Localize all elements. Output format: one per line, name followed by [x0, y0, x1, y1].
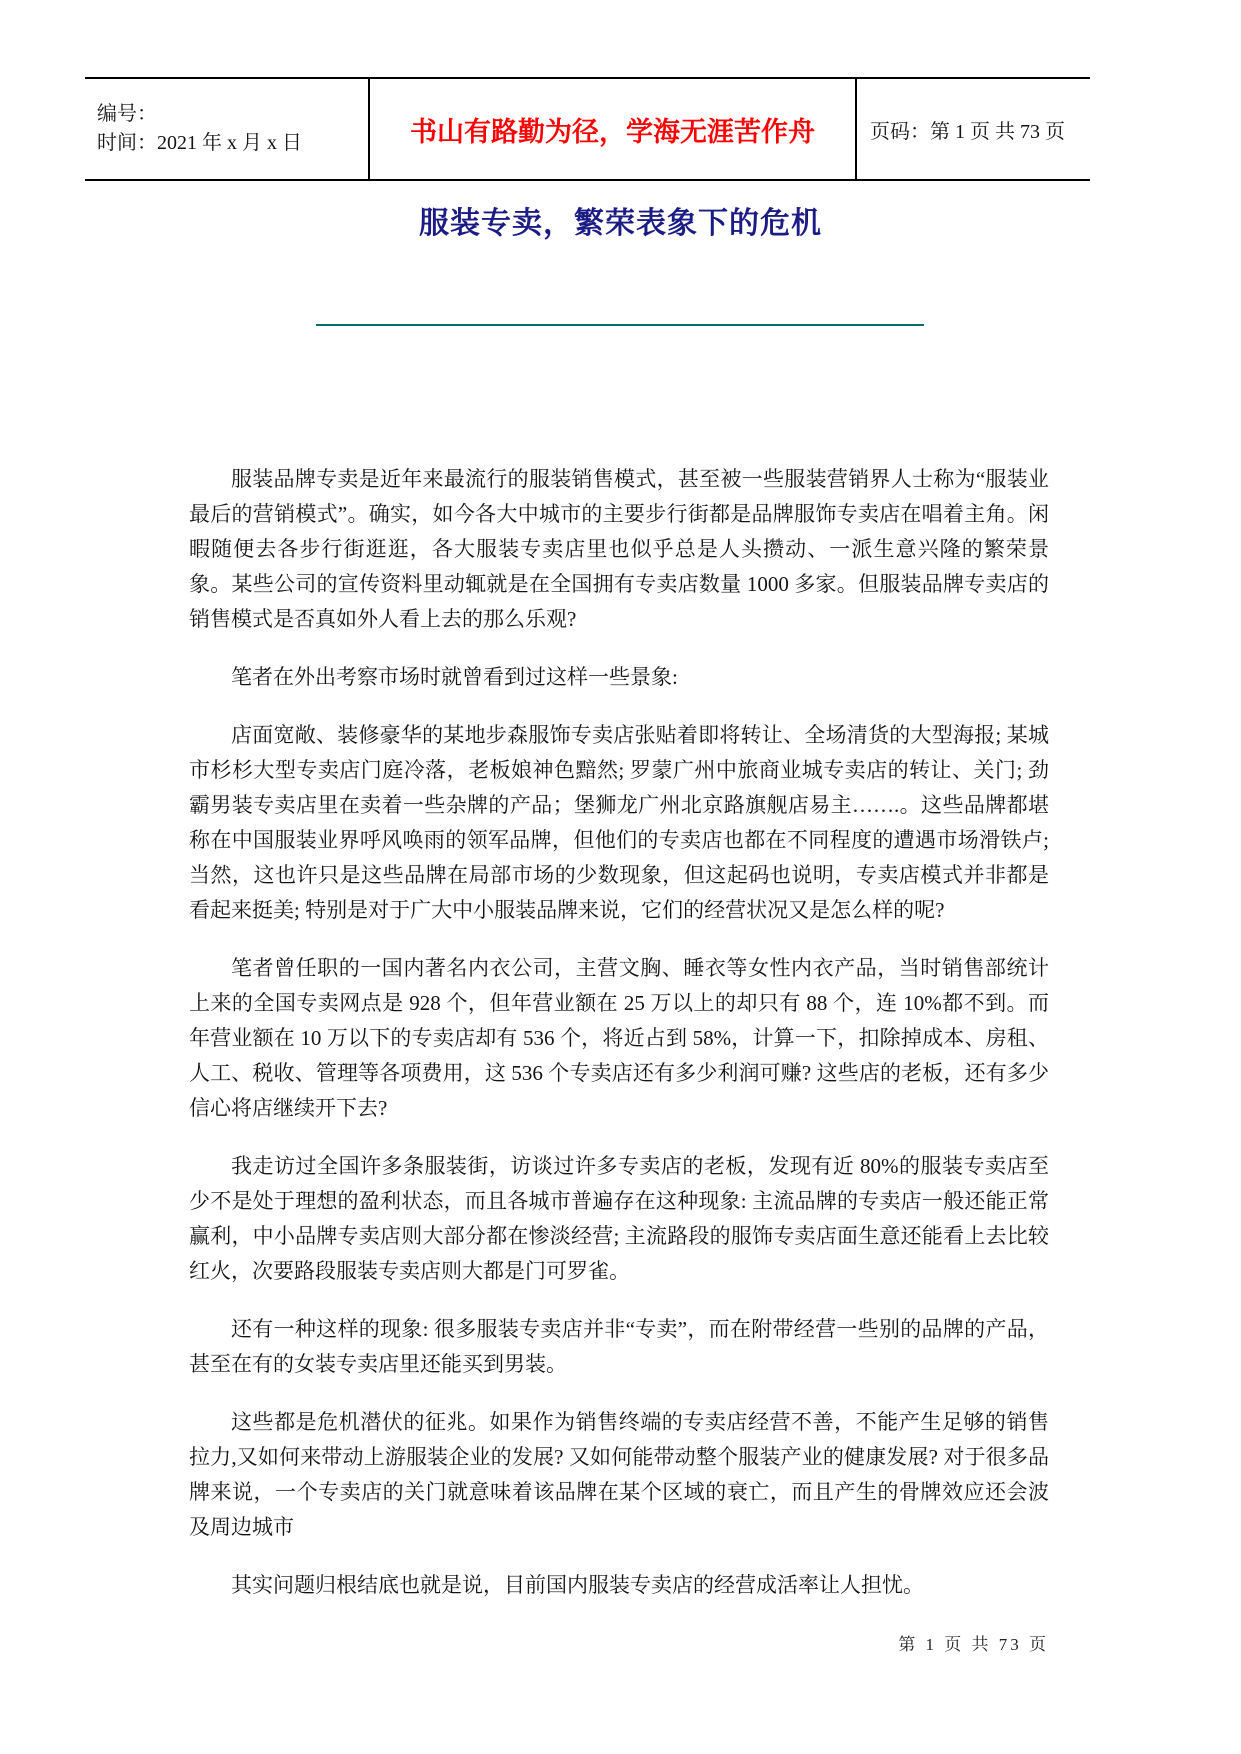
- header-cell-number-time: [85, 79, 368, 179]
- doc-time-label: 时间：2021 年 x 月 x 日: [97, 132, 302, 154]
- doc-number-label: 编号：: [97, 103, 157, 125]
- header-cell-page: [855, 79, 1090, 179]
- body-paragraph: 还有一种这样的现象: 很多服装专卖店并非“专卖”，而在附带经营一些别的品牌的产品，甚至在有的女装专卖店里还能买到男装。: [189, 1317, 1049, 1376]
- header-info-table: [85, 77, 1090, 181]
- document-title: 服装专卖，繁荣表象下的危机: [419, 207, 822, 240]
- body-paragraph: 店面宽敞、装修豪华的某地步森服饰专卖店张贴着即将转让、全场清货的大型海报; 某城市杉杉大型专卖店门庭冷落，老板娘神色黯然; 罗蒙广州中旅商业城专卖店的转让、关门; 劲霸男装专卖店里在卖着一些杂牌的产品；堡狮龙广州北京路旗舰店易主…….。这些品牌都堪称在中国服装业界呼风唤雨的领军品牌，但他们的专卖店也都在不同程度的遭遇市场滑铁卢; 当然，这也许只是这些品牌在局部市场的少数现象，但这起码也说明，专卖店模式并非都是看起来挺美; 特别是对于广大中小服装品牌来说，它们的经营状况又是怎么样的呢?: [189, 723, 1049, 922]
- footer-page-number: 第 1 页 共 73 页: [898, 1635, 1049, 1654]
- document-body: [189, 462, 1049, 1626]
- body-paragraph: 服装品牌专卖是近年来最流行的服装销售模式，甚至被一些服装营销界人士称为“服装业最后的营销模式”。确实，如今各大中城市的主要步行街都是品牌服饰专卖店在唱着主角。闲暇随便去各步行街逛逛，各大服装专卖店里也似乎总是人头攒动、一派生意兴隆的繁荣景象。某些公司的宣传资料里动辄就是在全国拥有专卖店数量 1000 多家。但服装品牌专卖店的销售模式是否真如外人看上去的那么乐观?: [189, 467, 1049, 631]
- body-paragraph: 这些都是危机潜伏的征兆。如果作为销售终端的专卖店经营不善，不能产生足够的销售拉力,又如何来带动上游服装企业的发展? 又如何能带动整个服装产业的健康发展? 对于很多品牌来说，一个专卖店的关门就意味着该品牌在某个区域的衰亡，而且产生的骨牌效应还会波及周边城市: [189, 1410, 1049, 1539]
- body-paragraph: 笔者曾任职的一国内著名内衣公司，主营文胸、睡衣等女性内衣产品，当时销售部统计上来的全国专卖网点是 928 个，但年营业额在 25 万以上的却只有 88 个，连 10%都不到。而年营业额在 10 万以下的专卖店却有 536 个，将近占到 58%，计算一下，扣除掉成本、房租、人工、税收、管理等各项费用，这 536 个专卖店还有多少利润可赚? 这些店的老板，还有多少信心将店继续开下去?: [189, 956, 1049, 1120]
- title-divider-line: [316, 324, 924, 326]
- page-footer: [189, 1630, 1049, 1655]
- header-cell-slogan: [368, 79, 855, 179]
- body-paragraph: 笔者在外出考察市场时就曾看到过这样一些景象:: [231, 665, 678, 689]
- body-paragraph: 我走访过全国许多条服装街，访谈过许多专卖店的老板，发现有近 80%的服装专卖店至少不是处于理想的盈利状态，而且各城市普遍存在这种现象: 主流品牌的专卖店一般还能正常赢利，中小品牌专卖店则大部分都在惨淡经营; 主流路段的服饰专卖店面生意还能看上去比较红火，次要路段服装专卖店则大都是门可罗雀。: [189, 1154, 1049, 1283]
- header-page-number: 页码：第 1 页 共 73 页: [870, 120, 1065, 143]
- header-slogan: 书山有路勤为径，学海无涯苦作舟: [410, 116, 815, 147]
- body-paragraph: 其实问题归根结底也就是说，目前国内服装专卖店的经营成活率让人担忧。: [231, 1573, 924, 1597]
